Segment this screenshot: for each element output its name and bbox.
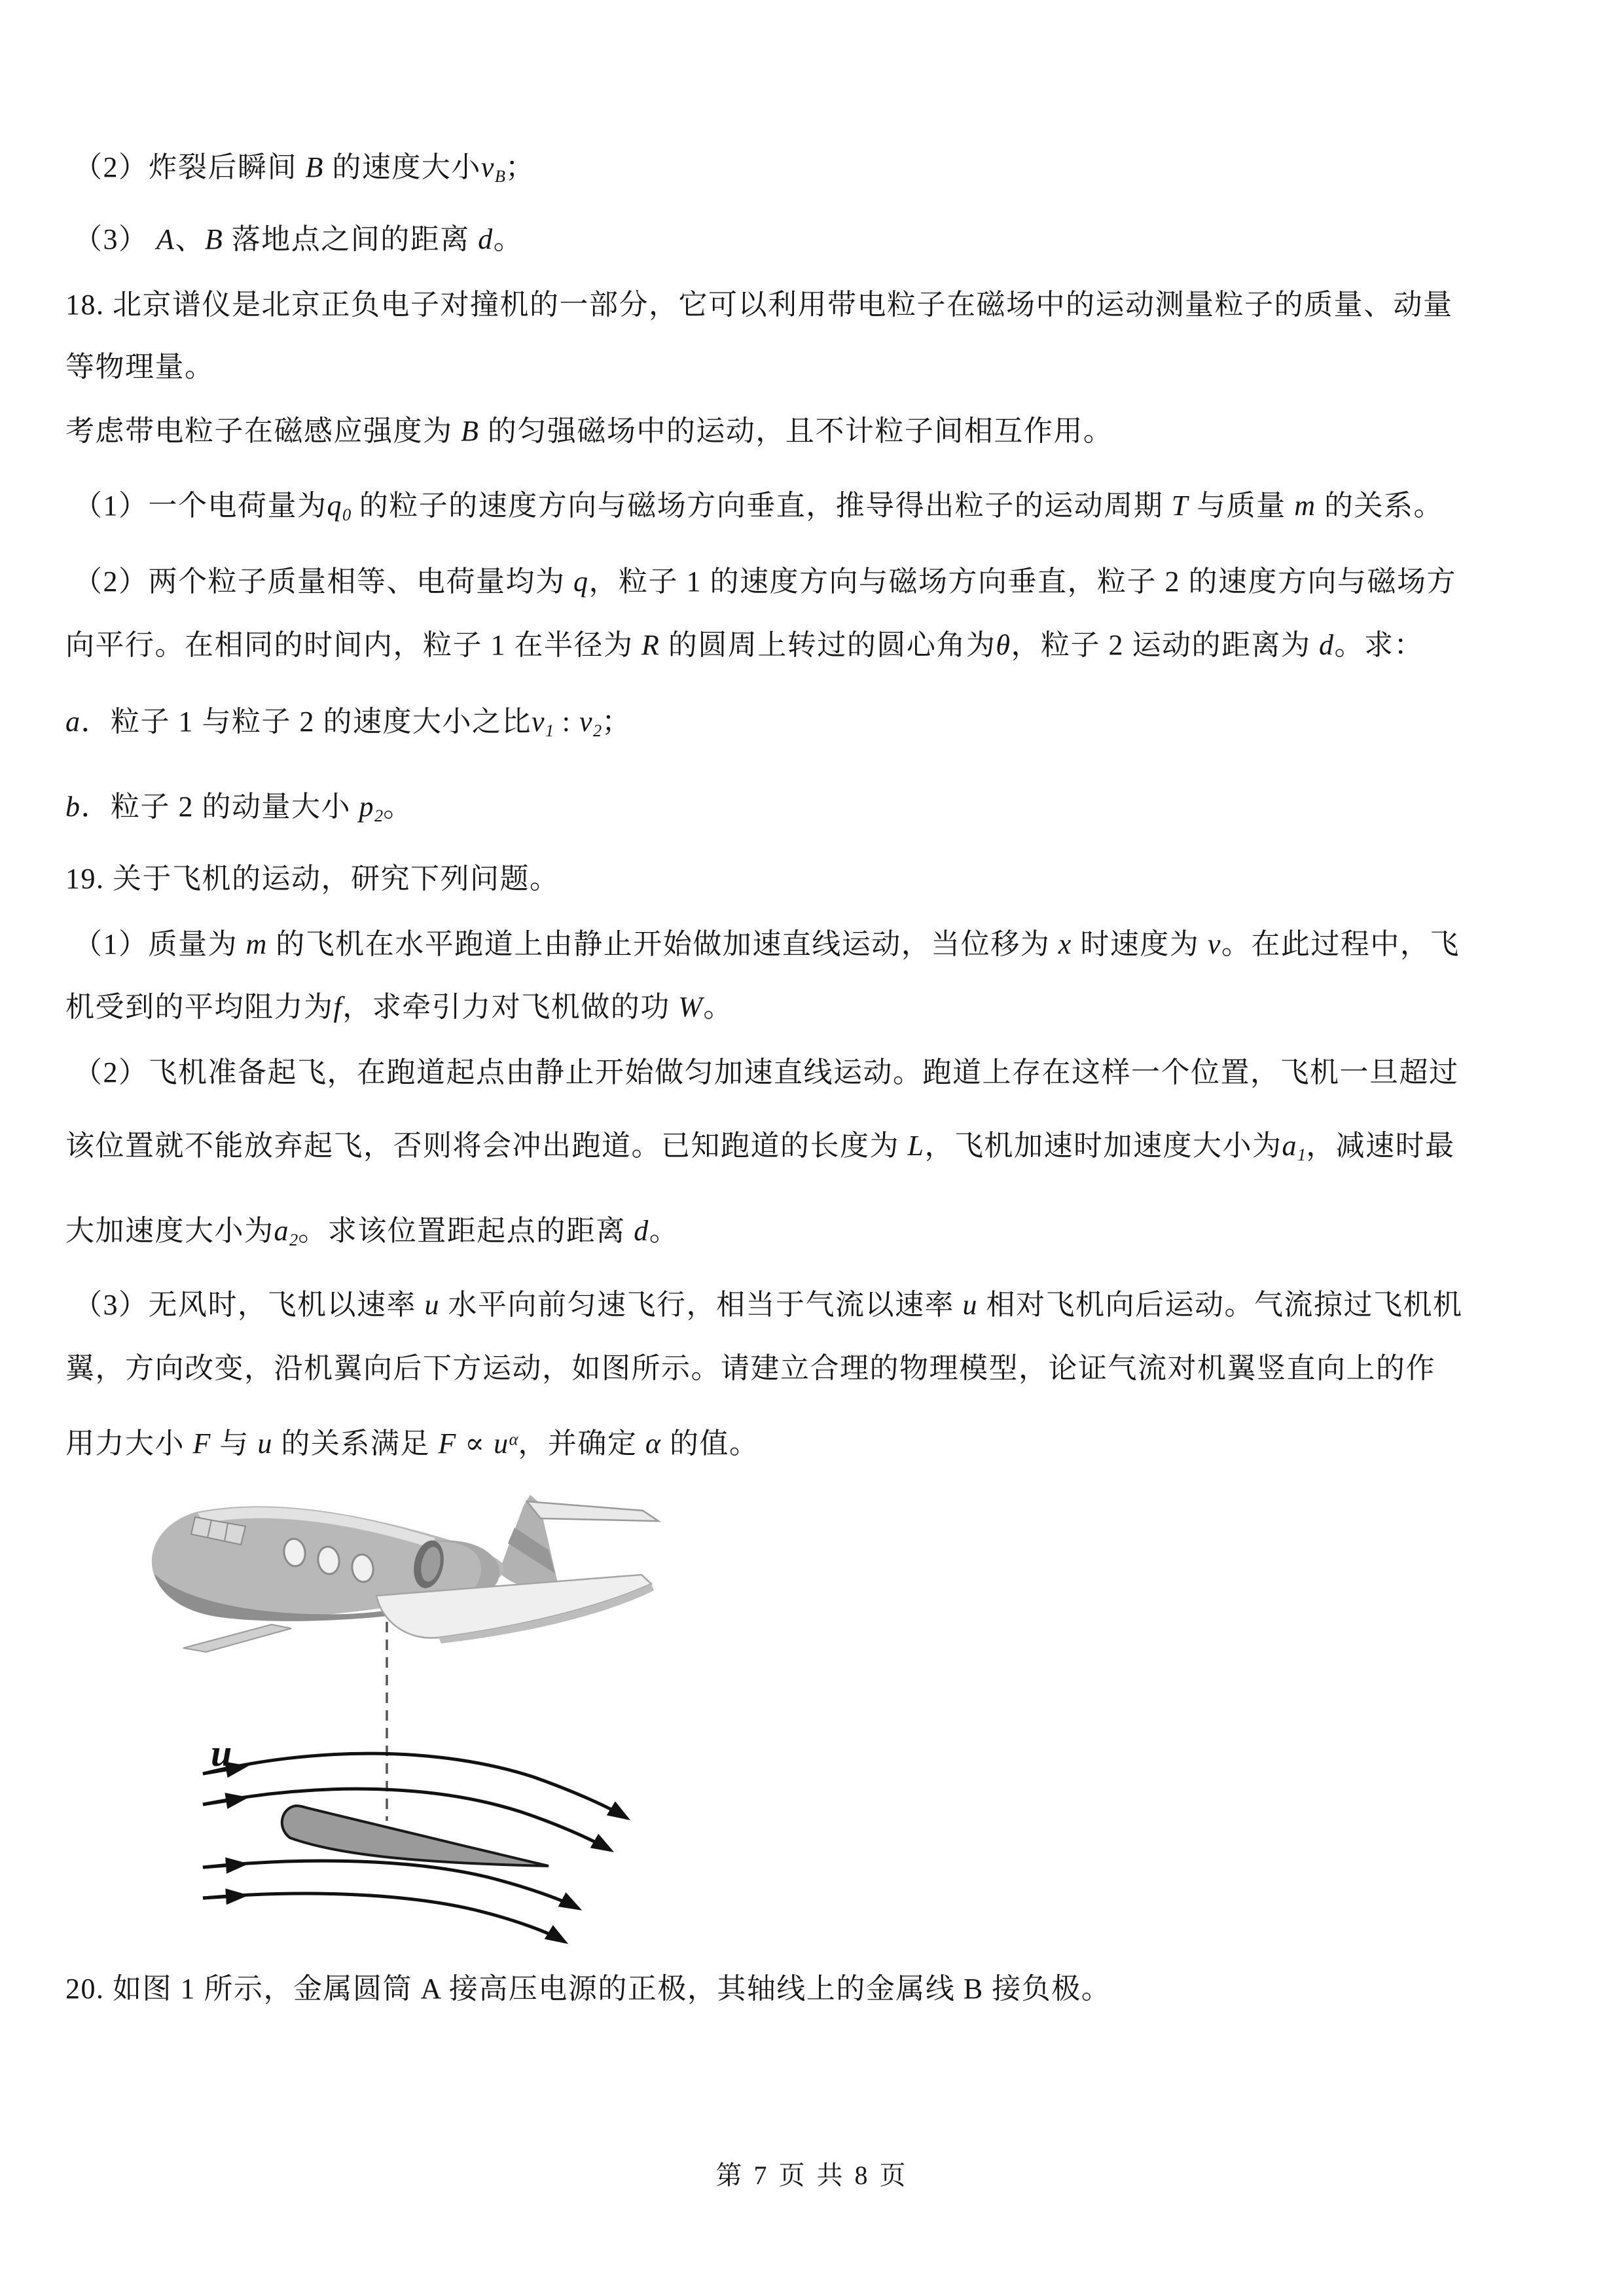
airplane-illustration — [152, 1495, 659, 1652]
text-segment: F — [192, 1427, 211, 1460]
q19-part2-line2 — [65, 1129, 1455, 1166]
q19-part2-line3 — [65, 1214, 679, 1251]
text-segment: 等物理量。 — [65, 351, 215, 383]
q18-intro-line2 — [65, 350, 215, 385]
text-segment: 的速度大小 — [323, 151, 481, 183]
text-segment: （1）质量为 — [73, 928, 246, 960]
text-segment: 相对飞机向后运动。气流掠过飞机机 — [978, 1289, 1463, 1321]
text-segment: 的圆周上转过的圆心角为 — [660, 629, 996, 661]
text-segment: （3） — [73, 223, 156, 255]
text-segment: L — [907, 1130, 925, 1162]
q19-part1-line1 — [73, 927, 1460, 962]
q18-part2-line1 — [73, 565, 1456, 600]
q18-setup-line — [65, 414, 1113, 449]
text-segment: p — [359, 791, 374, 823]
text-segment: v — [1207, 928, 1221, 960]
text-segment: ，粒子 2 运动的距离为 — [1011, 629, 1320, 661]
q17-part2-line — [73, 151, 535, 187]
text-segment: F — [438, 1427, 457, 1460]
text-segment: a — [1282, 1130, 1297, 1162]
text-segment: ∝ — [456, 1427, 494, 1460]
streamline-bottom-1 — [203, 1861, 579, 1909]
text-segment: 的飞机在水平跑道上由静止开始做加速直线运动，当位移为 — [267, 928, 1058, 960]
text-segment: B — [494, 166, 506, 186]
text-segment: 。在此过程中，飞 — [1221, 928, 1460, 960]
text-segment: B — [461, 415, 480, 447]
text-segment: ，飞机加速时加速度大小为 — [924, 1130, 1282, 1162]
text-segment: 的匀强磁场中的运动，且不计粒子间相互作用。 — [479, 415, 1113, 447]
text-segment: 大加速度大小为 — [65, 1215, 274, 1247]
text-segment: B — [305, 151, 324, 183]
text-segment: A — [156, 223, 175, 255]
q19-part2-line1 — [73, 1056, 1459, 1090]
airspeed-u-label: u — [211, 1732, 232, 1774]
text-segment: a — [274, 1215, 289, 1247]
text-segment: B — [204, 223, 224, 255]
text-segment: α — [645, 1427, 662, 1460]
text-segment: ，并确定 — [518, 1427, 645, 1460]
text-segment: ，减速时最 — [1306, 1130, 1455, 1162]
text-segment: d — [634, 1215, 649, 1247]
q19-part1-line2 — [65, 990, 733, 1025]
text-segment: 、 — [175, 223, 205, 255]
text-segment: v — [579, 706, 593, 738]
text-segment: 1 — [1297, 1144, 1307, 1164]
q18-part2-line2 — [65, 628, 1424, 663]
text-segment: θ — [996, 629, 1011, 661]
q18-item-b-line — [65, 790, 413, 827]
text-segment: 。 — [703, 991, 733, 1023]
text-segment: v — [532, 706, 546, 738]
q18-item-a-line — [65, 705, 632, 742]
text-segment: 19. 关于飞机的运动，研究下列问题。 — [65, 863, 560, 895]
text-segment: 时速度为 — [1072, 928, 1208, 960]
text-segment: 向平行。在相同的时间内，粒子 1 在半径为 — [65, 629, 641, 661]
text-segment: 2 — [374, 805, 384, 825]
streamline-bottom-2 — [203, 1893, 565, 1942]
text-segment: ．粒子 1 与粒子 2 的速度大小之比 — [81, 706, 532, 738]
text-segment: （1）一个电荷量为 — [73, 490, 327, 522]
text-segment: 的粒子的速度方向与磁场方向垂直，推导得出粒子的运动周期 — [351, 490, 1172, 522]
text-segment: 。 — [493, 223, 524, 255]
text-segment: 2 — [289, 1229, 298, 1249]
airflow-figure — [98, 1486, 753, 1964]
text-segment: 0 — [342, 504, 352, 524]
q19-part3-line3 — [65, 1427, 759, 1462]
text-segment: 。求： — [1334, 629, 1424, 661]
text-segment: （3）无风时，飞机以速率 — [73, 1289, 425, 1321]
text-segment: : — [554, 706, 579, 738]
q18-part1-line — [73, 489, 1443, 526]
text-segment: m — [245, 928, 268, 960]
text-segment: （2）飞机准备起飞，在跑道起点由静止开始做匀加速直线运动。跑道上存在这样一个位置，飞机一旦超过 — [73, 1056, 1459, 1088]
text-segment: 20. 如图 1 所示，金属圆筒 A 接高压电源的正极，其轴线上的金属线 B 接负极。 — [65, 1973, 1111, 2005]
text-segment: q — [327, 490, 342, 522]
text-segment: b — [65, 791, 81, 823]
text-segment: ，求牵引力对飞机做的功 — [342, 991, 679, 1023]
text-segment: 。 — [383, 791, 413, 823]
q17-part3-line — [73, 223, 523, 257]
text-segment: 水平向前匀速飞行，相当于气流以速率 — [440, 1289, 963, 1321]
text-segment: 的关系。 — [1316, 490, 1443, 522]
text-segment: q — [573, 565, 589, 598]
q19-part3-line2 — [65, 1352, 1435, 1386]
page-footer: 第 7 页 共 8 页 — [715, 2161, 909, 2190]
text-segment: α — [509, 1429, 518, 1449]
q18-intro-line1 — [65, 288, 1453, 323]
text-segment: 的关系满足 — [272, 1427, 439, 1460]
text-segment: 。 — [649, 1215, 679, 1247]
text-segment: m — [1294, 490, 1316, 522]
text-segment: （2）两个粒子质量相等、电荷量均为 — [73, 565, 573, 598]
text-segment: u — [962, 1289, 978, 1321]
text-segment: u — [424, 1289, 440, 1321]
text-segment: 机受到的平均阻力为 — [65, 991, 334, 1023]
q19-intro-line — [65, 862, 560, 897]
text-segment: u — [257, 1427, 273, 1460]
text-segment: 翼，方向改变，沿机翼向后下方运动，如图所示。请建立合理的物理模型，论证气流对机翼竖直向上的作 — [65, 1352, 1435, 1384]
text-segment: d — [478, 223, 494, 255]
streamline-top-1 — [203, 1753, 627, 1818]
text-segment: x — [1058, 928, 1072, 960]
text-segment: ，粒子 1 的速度方向与磁场方向垂直，粒子 2 的速度方向与磁场方 — [588, 565, 1456, 598]
text-segment: d — [1319, 629, 1335, 661]
airfoil-shape — [282, 1806, 549, 1866]
q19-part3-line1 — [73, 1288, 1463, 1323]
text-segment: （2）炸裂后瞬间 — [73, 151, 306, 183]
text-segment: ．粒子 2 的动量大小 — [81, 791, 359, 823]
text-segment: a — [65, 706, 81, 738]
text-segment: R — [641, 629, 660, 661]
text-segment: u — [494, 1427, 509, 1460]
text-segment: 用力大小 — [65, 1427, 193, 1460]
text-segment: 该位置就不能放弃起飞，否则将会冲出跑道。已知跑道的长度为 — [65, 1130, 908, 1162]
text-segment: W — [678, 991, 704, 1023]
text-segment: 落地点之间的距离 — [223, 223, 478, 255]
text-segment: 考虑带电粒子在磁感应强度为 — [65, 415, 461, 447]
text-segment: 18. 北京谱仪是北京正负电子对撞机的一部分，它可以利用带电粒子在磁场中的运动测量粒子的质量、动量 — [65, 289, 1453, 321]
text-segment: f — [333, 991, 343, 1023]
text-segment: 与 — [211, 1427, 258, 1460]
text-segment: v — [480, 151, 495, 183]
text-segment: 的值。 — [661, 1427, 759, 1460]
text-segment: ； — [602, 706, 632, 738]
q20-intro-line — [65, 1972, 1111, 2007]
text-segment: T — [1171, 490, 1189, 522]
text-segment: 1 — [545, 720, 554, 740]
text-segment: 与质量 — [1188, 490, 1295, 522]
text-segment: 。求该位置距起点的距离 — [298, 1215, 634, 1247]
text-segment: ； — [505, 151, 535, 183]
text-segment: 2 — [593, 720, 602, 740]
